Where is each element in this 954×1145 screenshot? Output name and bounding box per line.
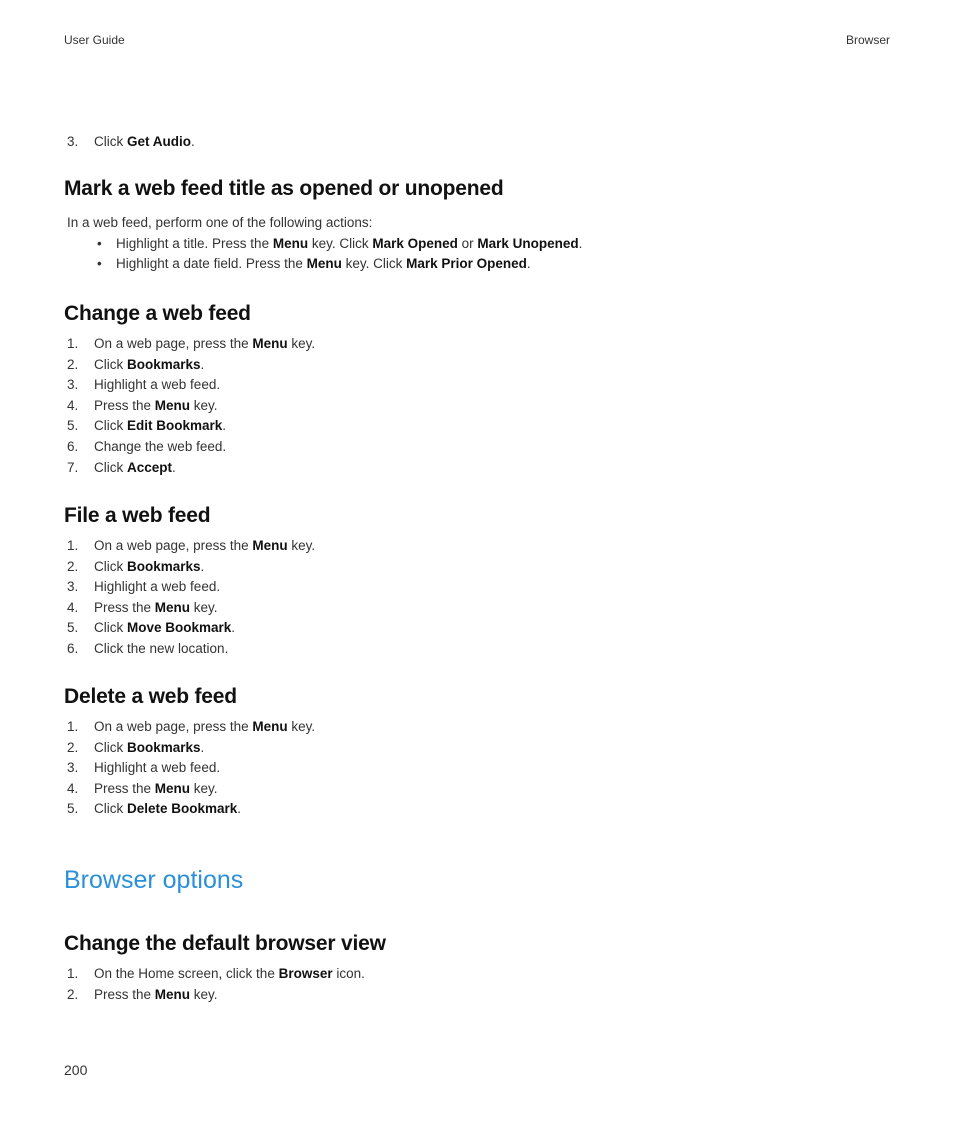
section-heading: Mark a web feed title as opened or unopened <box>64 177 504 200</box>
step-item <box>64 334 894 355</box>
step-text: Click <box>94 558 127 574</box>
step-item <box>64 779 894 800</box>
step-item <box>64 639 894 660</box>
step-item <box>64 717 894 738</box>
bullet-item <box>64 234 894 255</box>
step-number: 2. <box>67 739 79 755</box>
step-item <box>64 375 894 396</box>
step-text: . <box>200 558 205 574</box>
step-number: 3. <box>67 134 79 149</box>
step-item <box>64 799 894 820</box>
bullet-text: . <box>578 235 583 251</box>
step-number: 4. <box>67 780 79 796</box>
step-text: key. <box>190 780 218 796</box>
step-text: . <box>222 418 227 434</box>
step-text: Click the new location. <box>94 640 229 656</box>
step-number: 7. <box>67 459 79 475</box>
ui-term: Bookmarks <box>127 356 201 372</box>
step-text: Press the <box>94 986 155 1002</box>
ui-term: Menu <box>154 397 191 413</box>
step-text: Click <box>94 801 127 817</box>
step-number: 3. <box>67 579 79 595</box>
bullet-text: or <box>457 235 478 251</box>
step-item <box>64 437 894 458</box>
section-heading: Delete a web feed <box>64 685 237 708</box>
chapter-heading: Browser options <box>64 866 244 894</box>
step-text: icon. <box>332 966 365 981</box>
step-text: . <box>191 134 195 149</box>
step-text: Press the <box>94 780 155 796</box>
step-text: key. <box>287 336 316 351</box>
step-text: Press the <box>94 599 155 615</box>
step-number: 2. <box>67 356 79 372</box>
step-text: On a web page, press the <box>94 719 253 734</box>
mark-feed-body <box>64 213 894 275</box>
ui-term: Menu <box>154 780 191 796</box>
ui-term: Menu <box>154 599 191 615</box>
step-number: 5. <box>67 801 79 817</box>
section-heading: Change the default browser view <box>64 932 386 955</box>
step-text: Click <box>94 739 127 755</box>
step-number: 6. <box>67 438 79 454</box>
step-item <box>64 985 894 1006</box>
file-feed-section <box>64 504 894 528</box>
step-number: 1. <box>67 966 79 981</box>
ui-term: Edit Bookmark <box>127 418 223 434</box>
step-item <box>64 355 894 376</box>
ui-term: Menu <box>272 235 309 251</box>
ui-term: Menu <box>306 256 342 272</box>
bullet-text: Highlight a date field. Press the <box>116 256 307 272</box>
step-text: On a web page, press the <box>94 336 253 351</box>
step-number: 3. <box>67 377 79 393</box>
ui-term: Get Audio <box>127 134 191 149</box>
step-number: 5. <box>67 620 79 636</box>
previous-steps-continuation <box>64 132 894 153</box>
ui-term: Delete Bookmark <box>127 801 238 817</box>
step-item <box>64 598 894 619</box>
bullet-text: Highlight a title. Press the <box>116 235 273 251</box>
step-text: Highlight a web feed. <box>94 579 221 595</box>
step-item <box>64 132 894 153</box>
step-number: 2. <box>67 986 79 1002</box>
step-item <box>64 758 894 779</box>
step-text: Click <box>94 459 127 475</box>
ui-term: Menu <box>154 986 191 1002</box>
default-view-section <box>64 932 894 956</box>
step-text: key. <box>190 397 218 413</box>
section-heading: Change a web feed <box>64 302 251 325</box>
bullet-item <box>64 254 894 275</box>
ui-term: Move Bookmark <box>127 620 232 636</box>
step-text: Change the web feed. <box>94 438 227 454</box>
step-item <box>64 557 894 578</box>
running-header-left: User Guide <box>64 33 125 47</box>
actions-list <box>64 234 894 275</box>
ui-term: Mark Opened <box>372 235 458 251</box>
ui-term: Menu <box>252 336 288 351</box>
step-text: key. <box>287 538 316 553</box>
step-text: . <box>237 801 242 817</box>
bullet-glyph: • <box>97 235 102 251</box>
ui-term: Bookmarks <box>127 739 201 755</box>
step-item <box>64 964 894 985</box>
delete-feed-steps <box>64 717 894 820</box>
step-item <box>64 458 894 479</box>
step-number: 4. <box>67 599 79 615</box>
step-number: 3. <box>67 760 79 776</box>
step-number: 5. <box>67 418 79 434</box>
ui-term: Mark Prior Opened <box>406 256 527 272</box>
step-text: On a web page, press the <box>94 538 253 553</box>
default-view-steps <box>64 964 894 1005</box>
step-text: key. <box>190 986 218 1002</box>
step-item <box>64 618 894 639</box>
ui-term: Accept <box>127 459 173 475</box>
step-item <box>64 396 894 417</box>
change-feed-section <box>64 302 894 326</box>
delete-feed-section <box>64 685 894 709</box>
ui-term: Menu <box>252 538 288 553</box>
intro-text: In a web feed, perform one of the following actions: <box>67 215 373 230</box>
step-text: Click <box>94 356 127 372</box>
change-feed-steps <box>64 334 894 478</box>
step-item <box>64 577 894 598</box>
ui-term: Mark Unopened <box>477 235 579 251</box>
file-feed-steps <box>64 536 894 660</box>
step-text: Click <box>94 418 127 434</box>
bullet-text: key. Click <box>341 256 407 272</box>
page-number: 200 <box>64 1062 88 1078</box>
step-number: 6. <box>67 640 79 656</box>
step-item <box>64 738 894 759</box>
step-number: 1. <box>67 719 79 734</box>
step-text: . <box>172 459 176 475</box>
step-text: key. <box>287 719 316 734</box>
bullet-text: key. Click <box>308 235 373 251</box>
section-heading: File a web feed <box>64 504 211 527</box>
step-text: key. <box>190 599 218 615</box>
browser-options-section <box>64 866 894 895</box>
step-number: 4. <box>67 397 79 413</box>
step-number: 2. <box>67 558 79 574</box>
step-text: Highlight a web feed. <box>94 760 221 776</box>
step-number: 1. <box>67 538 79 553</box>
running-header-right: Browser <box>845 33 890 47</box>
step-number: 1. <box>67 336 79 351</box>
step-text: Click <box>94 620 127 636</box>
ui-term: Browser <box>278 966 333 981</box>
step-text: Click <box>94 134 127 149</box>
step-text: Press the <box>94 397 155 413</box>
step-text: . <box>200 356 205 372</box>
step-text: . <box>231 620 236 636</box>
ui-term: Menu <box>252 719 288 734</box>
ui-term: Bookmarks <box>127 558 201 574</box>
step-text: Highlight a web feed. <box>94 377 221 393</box>
step-text: On the Home screen, click the <box>94 966 279 981</box>
step-item <box>64 416 894 437</box>
step-item <box>64 536 894 557</box>
bullet-text: . <box>526 256 531 272</box>
bullet-glyph: • <box>97 256 102 272</box>
step-text: . <box>200 739 205 755</box>
mark-feed-section <box>64 177 894 201</box>
